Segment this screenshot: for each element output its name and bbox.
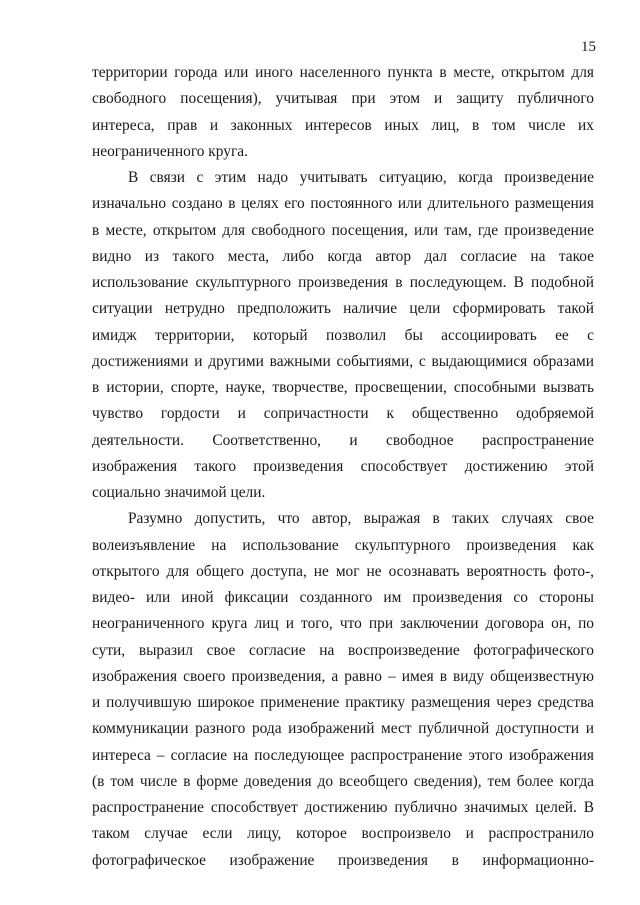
paragraph-first-line: Разумно допустить, что автор, выражая в таких случаях свое xyxy=(128,510,594,528)
text-line: фотографическое изображение произведения в информационно- xyxy=(92,851,594,869)
text-line: интереса – согласие на последующее распространение этого изображения xyxy=(92,746,594,764)
text-line: коммуникации разного рода изображений мест публичной доступности и xyxy=(92,720,594,738)
page-number: 15 xyxy=(581,39,596,55)
body-text xyxy=(92,60,594,874)
text-line: видно из такого места, либо когда автор дал согласие на такое xyxy=(92,247,594,265)
text-line: распространение способствует достижению публично значимых целей. В xyxy=(92,799,594,816)
text-line: изображения такого произведения способствует достижению этой xyxy=(92,457,594,475)
text-line: территории города или иного населенного пункта в месте, открытом для xyxy=(92,64,594,81)
text-line: использование скульптурного произведения в последующем. В подобной xyxy=(92,274,594,291)
text-line: ситуации нетрудно предположить наличие цели сформировать такой xyxy=(92,300,594,318)
text-line: изображения своего произведения, а равно – имея в виду общеизвестную xyxy=(92,667,594,685)
paragraph-first-line: В связи с этим надо учитывать ситуацию, когда произведение xyxy=(128,169,594,186)
text-line: чувство гордости и сопричастности к общественно одобряемой xyxy=(92,405,594,423)
text-line: изначально создано в целях его постоянного или длительного размещения xyxy=(92,195,594,213)
text-line: видео- или иной фиксации созданного им произведения со стороны xyxy=(92,589,594,606)
text-line: свободного посещения), учитывая при этом и защиту публичного xyxy=(92,90,594,108)
text-line: волеизъявление на использование скульптурного произведения как xyxy=(92,536,594,554)
text-line: таком случае если лицу, которое воспроизвело и распространило xyxy=(92,825,594,843)
text-line: неограниченного круга. xyxy=(92,142,248,160)
text-line: в истории, спорте, науке, творчестве, просвещении, способными вызвать xyxy=(92,379,594,396)
text-line: сути, выразил свое согласие на воспроизведение фотографического xyxy=(92,641,594,659)
text-line: имидж территории, который позволил бы ассоциировать ее с xyxy=(92,326,594,344)
text-line: и получившую широкое применение практику размещения через средства xyxy=(92,694,594,711)
text-line: деятельности. Соответственно, и свободное распространение xyxy=(92,431,594,449)
text-line: неограниченного круга лиц и того, что при заключении договора он, по xyxy=(92,615,594,633)
text-line: достижениями и другими важными событиями, с выдающимися образами xyxy=(92,352,594,370)
text-line: в месте, открытом для свободного посещения, или там, где произведение xyxy=(92,221,594,239)
text-line: (в том числе в форме доведения до всеобщего сведения), тем более когда xyxy=(92,772,594,790)
text-line: открытого для общего доступа, не мог не осознавать вероятность фото-, xyxy=(92,562,594,580)
text-line: интереса, прав и законных интересов иных лиц, в том числе их xyxy=(92,116,594,134)
text-line: социально значимой цели. xyxy=(92,484,266,501)
